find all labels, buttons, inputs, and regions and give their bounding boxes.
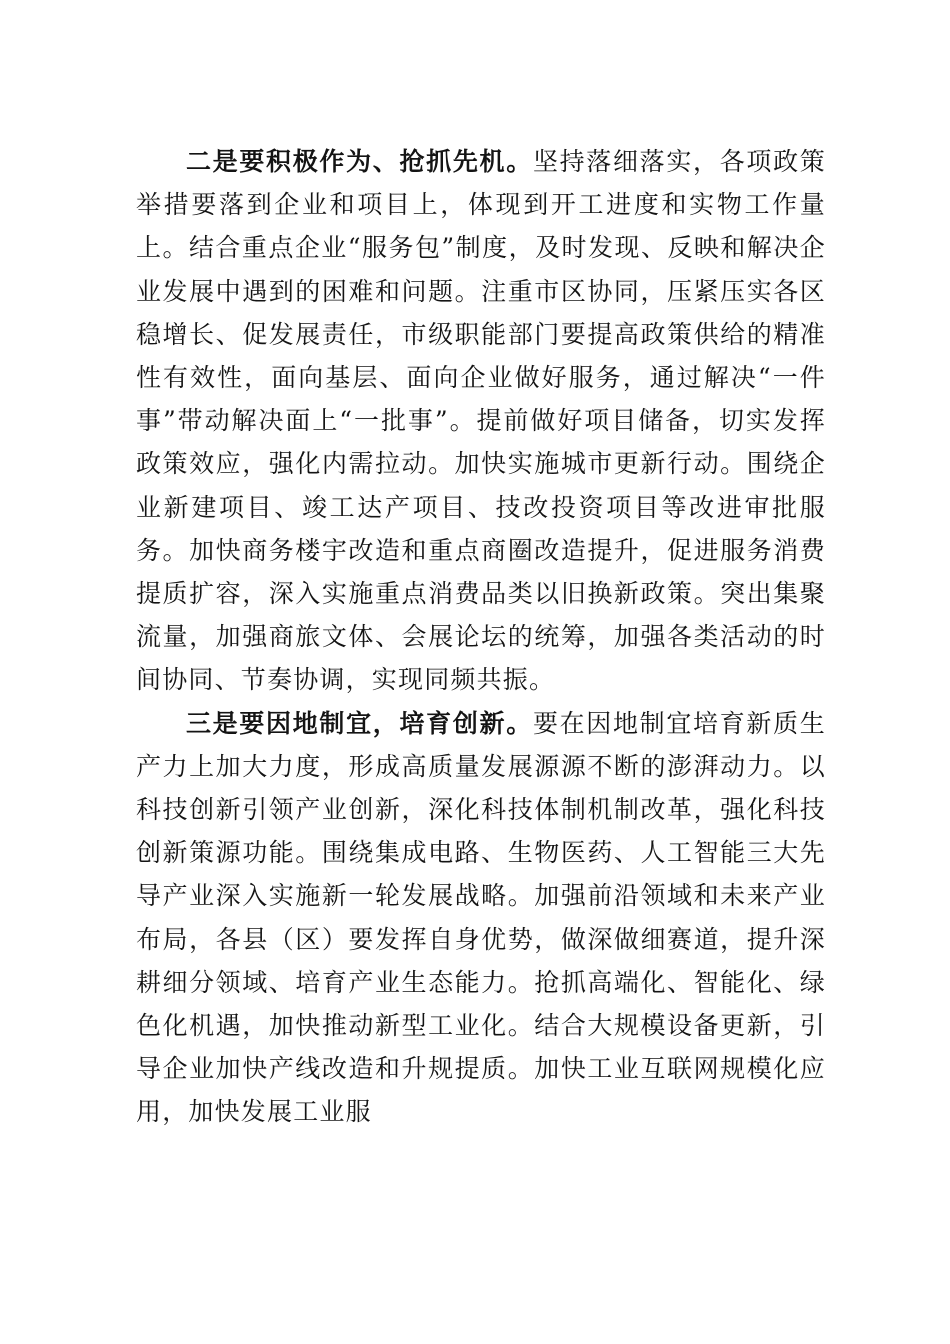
paragraph-3 <box>136 702 826 1134</box>
paragraph-2-text: 坚持落细落实，各项政策举措要落到企业和项目上，体现到开工进度和实物工作量上。结合重点企业“服务包”制度，及时发现、反映和解决企业发展中遇到的困难和问题。注重市区协同，压紧压实各区稳增长、促发展责任，市级职能部门要提高政策供给的精准性有效性，面向基层、面向企业做好服务，通过解决“一件事”带动解决面上“一批事”。提前做好项目储备，切实发挥政策效应，强化内需拉动。加快实施城市更新行动。围绕企业新建项目、竣工达产项目、技改投资项目等改进审批服务。加快商务楼宇改造和重点商圈改造提升，促进服务消费提质扩容，深入实施重点消费品类以旧换新政策。突出集聚流量，加强商旅文体、会展论坛的统筹，加强各类活动的时间协同、节奏协调，实现同频共振。 <box>136 147 827 695</box>
document-body <box>136 140 826 1134</box>
paragraph-3-lead: 三是要因地制宜，培育创新。 <box>186 708 533 738</box>
paragraph-3-text: 要在因地制宜培育新质生产力上加大力度，形成高质量发展源源不断的澎湃动力。以科技创新引领产业创新，深化科技体制机制改革，强化科技创新策源功能。围绕集成电路、生物医药、人工智能三大先导产业深入实施新一轮发展战略。加强前沿领域和未来产业布局，各县（区）要发挥自身优势，做深做细赛道，提升深耕细分领域、培育产业生态能力。抢抓高端化、智能化、绿色化机遇，加快推动新型工业化。结合大规模设备更新，引导企业加快产线改造和升规提质。加快工业互联网规模化应用，加快发展工业服 <box>136 708 827 1127</box>
paragraph-2 <box>136 140 826 702</box>
paragraph-2-lead: 二是要积极作为、抢抓先机。 <box>186 147 533 176</box>
